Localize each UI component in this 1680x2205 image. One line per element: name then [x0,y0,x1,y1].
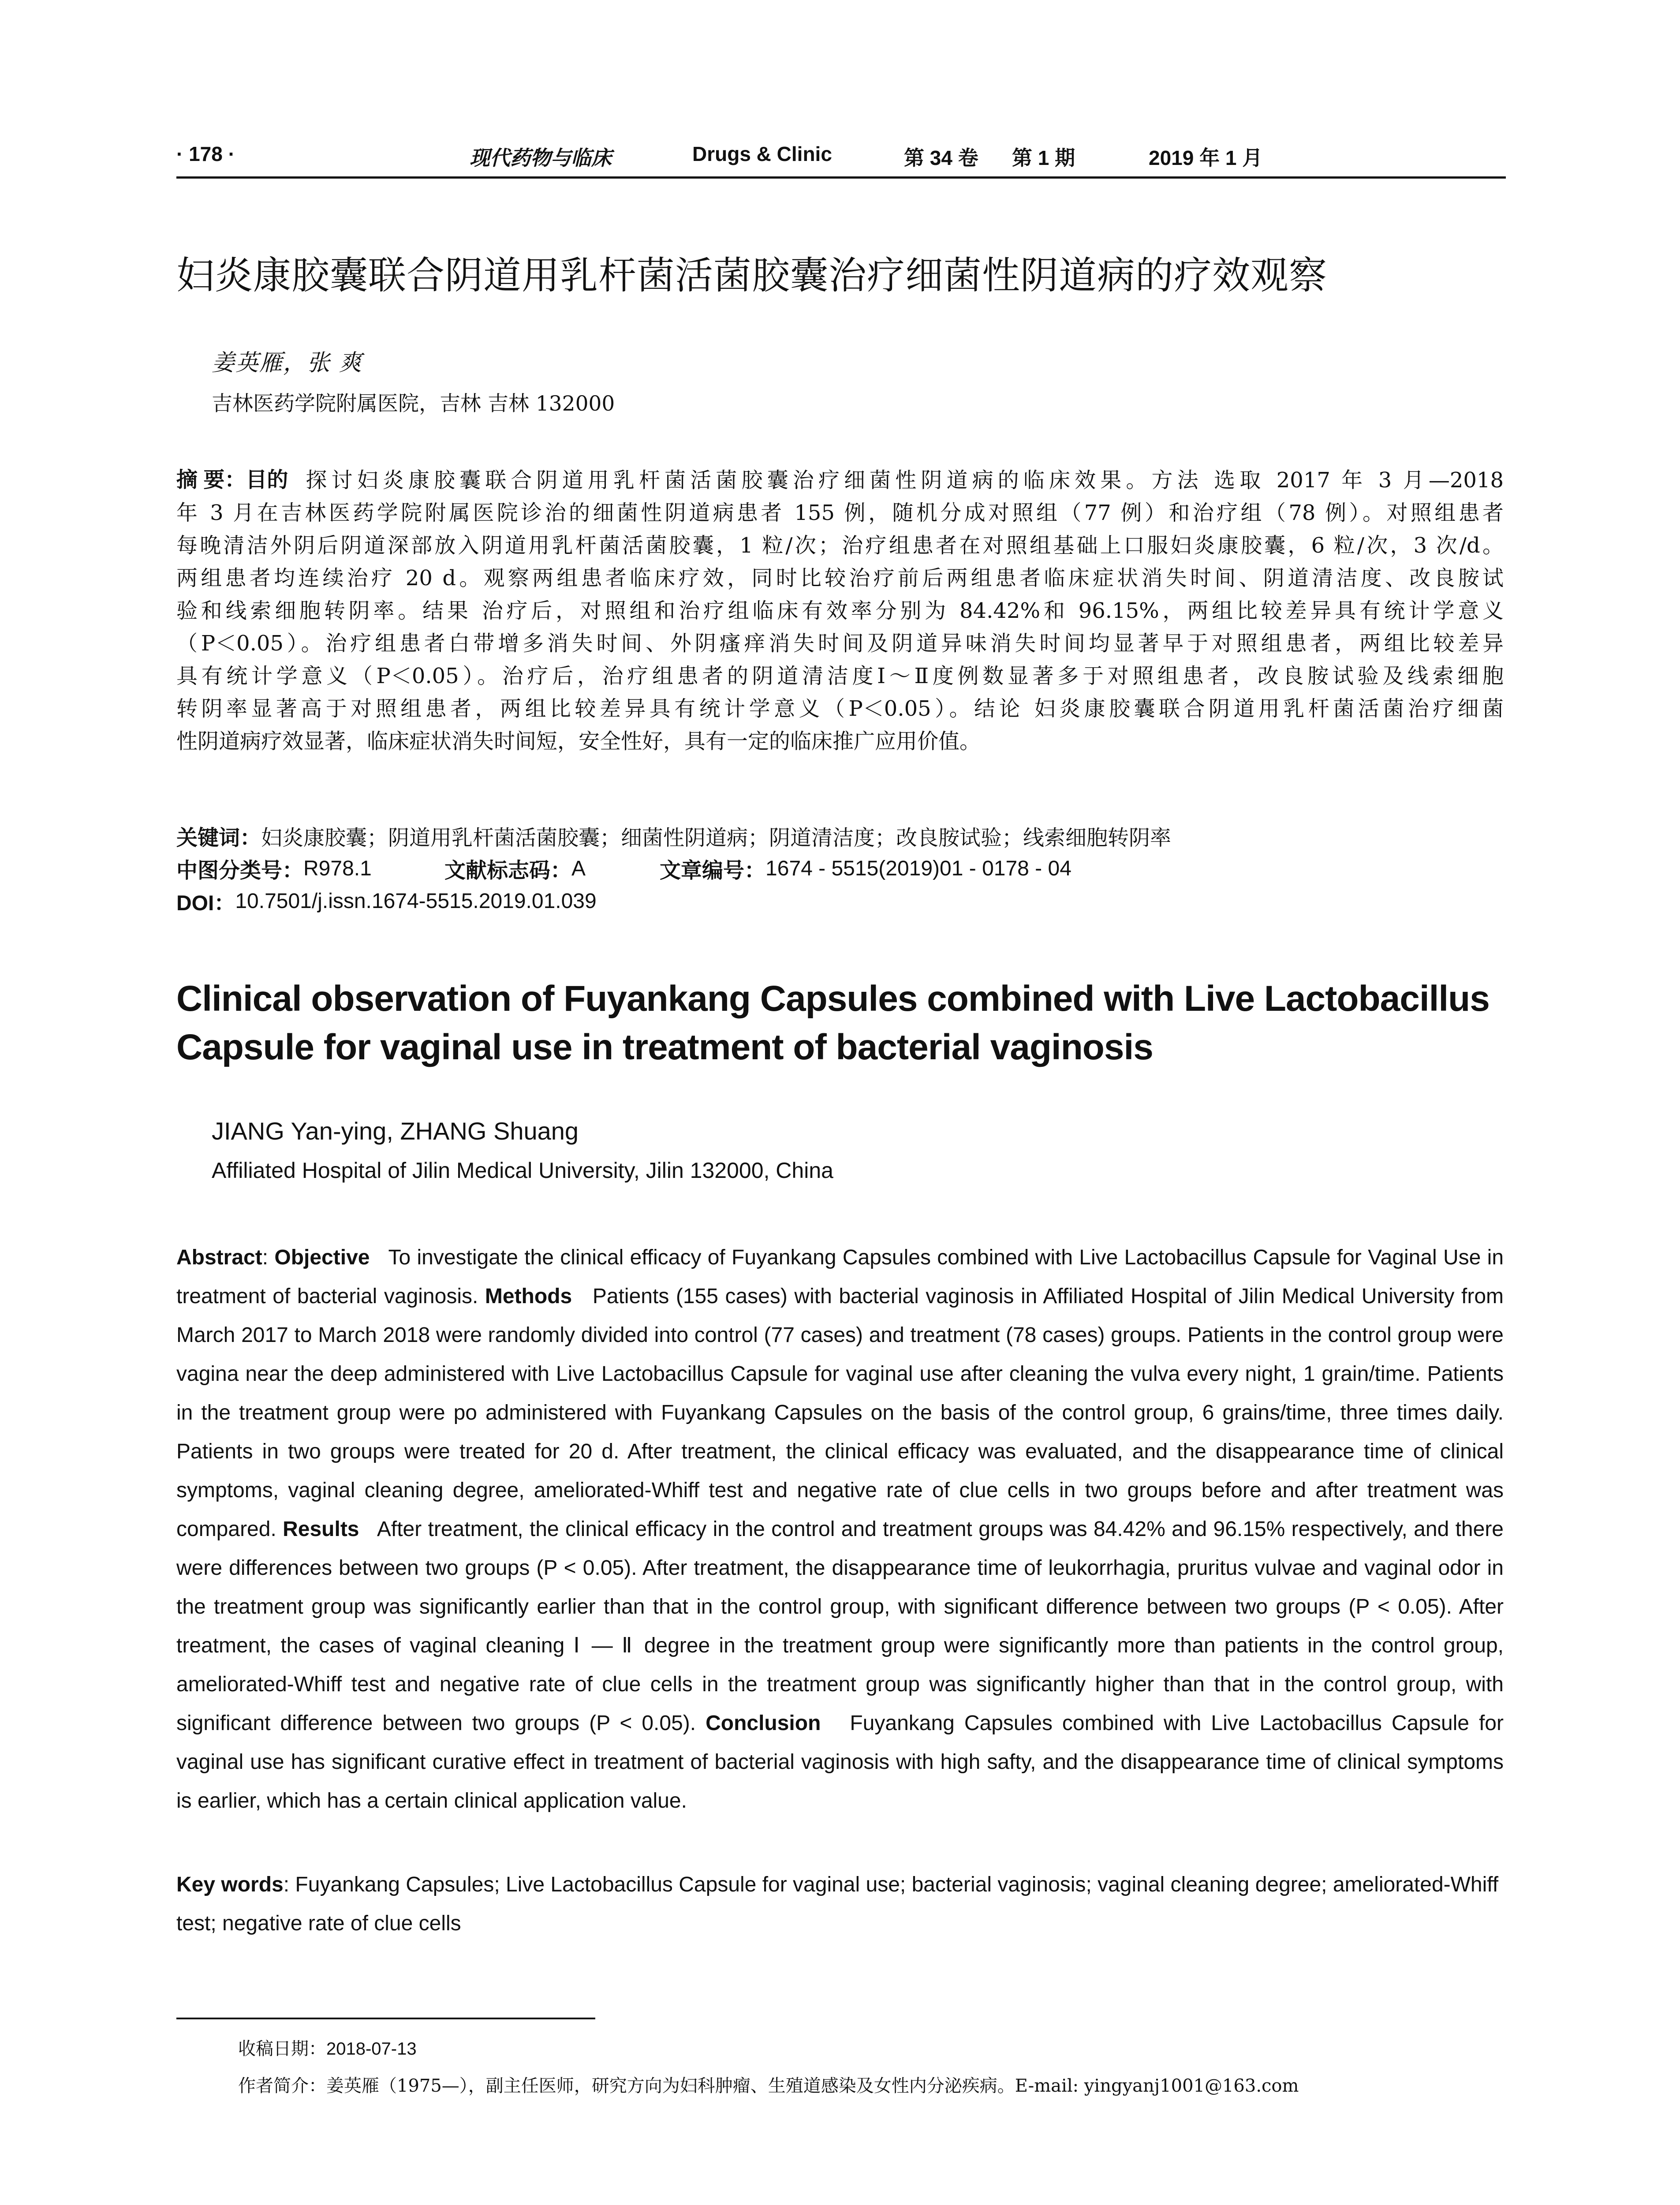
abstract-cn-line [176,660,1504,692]
affiliation-en: Affiliated Hospital of Jilin Medical University, Jilin 132000, China [212,1158,833,1183]
doc-code-label: 文献标志码： [444,859,572,882]
article-title-en: Clinical observation of Fuyankang Capsules combined with Live Lactobacillus Capsule for vaginal use in treatment of bacterial vaginosis [176,979,1490,1067]
keywords-en-label: Key words [176,1873,284,1896]
abstract-cn-line [176,529,1504,562]
footnotes [238,2030,1299,2104]
abstract-cn-line [176,464,1504,497]
issue-date: 2019 年 1 月 [1149,146,1263,169]
keywords-cn: 妇炎康胶囊；阴道用乳杆菌活菌胶囊；细菌性阴道病；阴道清洁度；改良胺试验；线索细胞转阴率 [261,825,1172,850]
results-text: After treatment, the clinical efficacy in the control and treatment groups was 84.42% and 96.15% respectively, and there were differences between two groups (P < 0.05). After treatment, the disappearance time of leukorrhagia, pruritus vulvae and vaginal odor in the treatment group was significantly earlier than that in the control group, with significant difference between two groups (P < 0.05). After treatment, the cases of vaginal cleaning Ⅰ — Ⅱ degree in the treatment group were significantly more than patients in the control group, ameliorated-Whiff test and negative rate of clue cells in the treatment group was significantly higher than that in the control group, with significant difference between two groups (P < 0.05). [176,1517,1504,1735]
objective-label: Objective [274,1246,370,1269]
classification-row [176,852,1171,885]
abstract-cn-text: 验和线索细胞转阴率。结果 治疗后，对照组和治疗组临床有效率分别为 84.42%和 96.15%，两组比较差异具有统计学意义 [176,598,1504,623]
keywords-en-block: Key words: Fuyankang Capsules; Live Lactobacillus Capsule for vaginal use; bacterial vaginosis; vaginal cleaning degree; ameliorated-Whiff test; negative rate of clue cells [176,1873,1499,1935]
volume: 第 34 卷 [904,146,978,169]
received-date-note [238,2030,1299,2067]
conclusion-text: Fuyankang Capsules combined with Live Lactobacillus Capsule for vaginal use has significant curative effect in treatment of bacterial vaginosis with high safty, and the disappearance time of clinical symptoms is earlier, which has a certain clinical application value. [176,1712,1504,1813]
conclusion-label: Conclusion [706,1712,821,1735]
abstract-cn [176,464,1504,758]
doi-label: DOI： [176,891,235,915]
abstract-cn-line [176,594,1504,627]
abstract-en: Abstract: Objective To investigate the clinical efficacy of Fuyankang Capsules combined with Live Lactobacillus Capsule for Vaginal Use in treatment of bacterial vaginosis. Methods Patients (155 cases) with bacterial vaginosis in Affiliated Hospital of Jilin Medical University from March 2017 to March 2018 were randomly divided into control (77 cases) and treatment (78 cases) groups. Patients in the control group were vagina near the deep administered with Live Lactobacillus Capsule for vaginal use after cleaning the vulva every night, 1 grain/time. Patients in the treatment group were po administered with Fuyankang Capsules on the basis of the control group, 6 grains/time, three times daily. Patients in two groups were treated for 20 d. After treatment, the clinical efficacy was evaluated, and the disappearance time of clinical symptoms, vaginal cleaning degree, ameliorated-Whiff test and negative rate of clue cells in two groups before and after treatment was compared. Results After treatment, the clinical efficacy in the control and treatment groups was 84.42% and 96.15% respectively, and there were differences between two groups (P < 0.05). After treatment, the disappearance time of leukorrhagia, pruritus vulvae and vaginal odor in the treatment group was significantly earlier than that in the control group, with significant difference between two groups (P < 0.05). After treatment, the cases of vaginal cleaning Ⅰ — Ⅱ degree in the treatment group were significantly more than patients in the control group, ameliorated-Whiff test and negative rate of clue cells in the treatment group was significantly higher than that in the control group, with significant difference between two groups (P < 0.05). Conclusion Fuyankang Capsules combined with Live Lactobacillus Capsule for vaginal use has significant curative effect in treatment of bacterial vaginosis with high safty, and the disappearance time of clinical symptoms is earlier, which has a certain clinical application value. [176,1246,1504,1813]
issue: 第 1 期 [1012,146,1075,169]
abstract-cn-line [176,627,1504,660]
abstract-en-label: Abstract [176,1246,262,1269]
authors-en: JIANG Yan-ying, ZHANG Shuang [212,1117,579,1145]
article-no-label: 文章编号： [660,859,766,882]
results-label: Results [283,1517,359,1541]
article-title-cn: 妇炎康胶囊联合阴道用乳杆菌活菌胶囊治疗细菌性阴道病的疗效观察 [176,254,1327,297]
abstract-cn-text: 年 3 月在吉林医药学院附属医院诊治的细菌性阴道病患者 155 例，随机分成对照组（77 例）和治疗组（78 例）。对照组患者 [176,501,1504,525]
abstract-cn-text: 转阴率显著高于对照组患者，两组比较差异具有统计学意义（P＜0.05）。结论 妇炎康胶囊联合阴道用乳杆菌活菌治疗细菌 [176,696,1504,721]
abstract-cn-text: 具有统计学意义（P＜0.05）。治疗后，治疗组患者的阴道清洁度Ⅰ～Ⅱ度例数显著多于对照组患者，改良胺试验及线索细胞 [176,664,1504,688]
clc-number: R978.1 [303,856,372,880]
author-bio: 姜英雁（1975—），副主任医师，研究方向为妇科肿瘤、生殖道感染及女性内分泌疾病。E-mail: yingyanj1001@163.com [326,2076,1299,2096]
methods-label: Methods [485,1285,572,1308]
abstract-cn-text: （P＜0.05）。治疗组患者白带增多消失时间、外阴瘙痒消失时间及阴道异味消失时间均显著早于对照组患者，两组比较差异 [176,631,1504,656]
running-header [176,142,1499,173]
keywords-cn-row [176,819,1171,852]
footnote-rule [176,2018,595,2019]
keywords-en: Fuyankang Capsules; Live Lactobacillus Capsule for vaginal use; bacterial vaginosis; vaginal cleaning degree; ameliorated-Whiff test; negative rate of clue cells [176,1873,1499,1935]
header-rule [176,176,1506,179]
received-label: 收稿日期： [238,2039,326,2059]
abstract-cn-text: 性阴道病疗效显著，临床症状消失时间短，安全性好，具有一定的临床推广应用价值。 [176,729,981,754]
author-bio-label: 作者简介： [238,2076,326,2096]
clc-label: 中图分类号： [176,859,304,882]
doc-code: A [571,856,586,880]
journal-title-en: Drugs & Clinic [692,142,832,165]
abstract-cn-text: 探讨妇炎康胶囊联合阴道用乳杆菌活菌胶囊治疗细菌性阴道病的临床效果。方法 选取 2017 年 3 月—2018 [306,468,1504,493]
authors-cn: 姜英雁，张 爽 [212,350,363,376]
doi[interactable]: 10.7501/j.issn.1674-5515.2019.01.039 [235,889,597,913]
affiliation-cn: 吉林医药学院附属医院，吉林 吉林 132000 [212,392,615,416]
abstract-cn-label: 摘 要：目的 [176,468,288,492]
abstract-cn-text: 两组患者均连续治疗 20 d。观察两组患者临床疗效，同时比较治疗前后两组患者临床症状消失时间、阴道清洁度、改良胺试 [176,566,1504,590]
page-number: · 178 · [176,142,235,165]
doi-row [176,885,1171,917]
abstract-cn-line [176,562,1504,594]
received-date: 2018-07-13 [326,2039,417,2059]
methods-text: Patients (155 cases) with bacterial vaginosis in Affiliated Hospital of Jilin Medical University from March 2017 to March 2018 were randomly divided into control (77 cases) and treatment (78 cases) groups. Patients in the control group were vagina near the deep administered with Live Lactobacillus Capsule for vaginal use after cleaning the vulva every night, 1 grain/time. Patients in the treatment group were po administered with Fuyankang Capsules on the basis of the control group, 6 grains/time, three times daily. Patients in two groups were treated for 20 d. After treatment, the clinical efficacy was evaluated, and the disappearance time of clinical symptoms, vaginal cleaning degree, ameliorated-Whiff test and negative rate of clue cells in two groups before and after treatment was compared. [176,1285,1504,1541]
article-number: 1674 - 5515(2019)01 - 0178 - 04 [765,856,1071,880]
objective-text: To investigate the clinical efficacy of Fuyankang Capsules combined with Live Lactobacillus Capsule for Vaginal Use in treatment of bacterial vaginosis. [176,1246,1504,1308]
abstract-cn-text: 每晚清洁外阴后阴道深部放入阴道用乳杆菌活菌胶囊，1 粒/次；治疗组患者在对照组基础上口服妇炎康胶囊，6 粒/次，3 次/d。 [176,533,1504,558]
abstract-cn-line [176,692,1504,725]
abstract-cn-line [176,725,1504,758]
author-bio-note [238,2067,1299,2104]
keywords-cn-label: 关键词： [176,826,261,850]
metadata-cn [176,819,1171,917]
abstract-cn-line [176,497,1504,529]
journal-title-cn: 现代药物与临床 [470,146,612,170]
